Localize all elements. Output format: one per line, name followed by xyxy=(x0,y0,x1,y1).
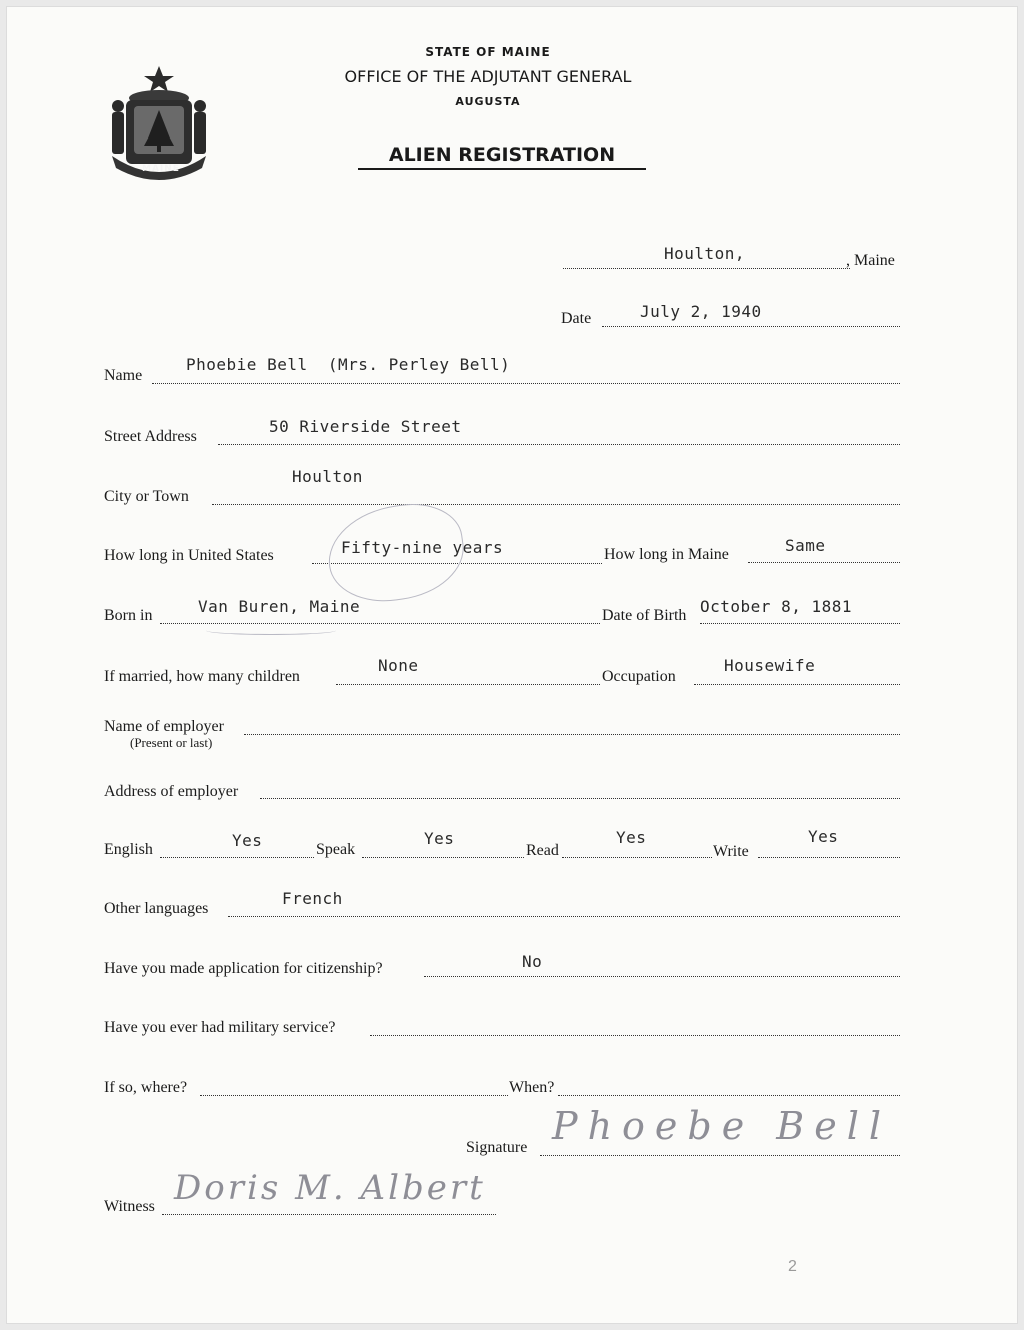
write-value: Yes xyxy=(808,827,839,846)
pencil-underline-mark xyxy=(206,626,336,635)
occupation-label: Occupation xyxy=(602,668,676,685)
street-line xyxy=(218,444,900,445)
military-line xyxy=(370,1035,900,1036)
occupation-line xyxy=(694,684,900,685)
street-value: 50 Riverside Street xyxy=(269,417,462,436)
how-long-maine-label: How long in Maine xyxy=(604,546,729,563)
name-value: Phoebie Bell (Mrs. Perley Bell) xyxy=(186,355,511,374)
date-line xyxy=(602,326,900,327)
signature-label: Signature xyxy=(466,1139,528,1156)
other-languages-line xyxy=(228,916,900,917)
maine-label: , Maine xyxy=(846,252,895,269)
when-label: When? xyxy=(509,1079,555,1096)
occupation-value: Housewife xyxy=(724,656,816,675)
place-line xyxy=(563,268,850,269)
date-label: Date xyxy=(561,310,592,327)
read-value: Yes xyxy=(616,828,647,847)
header-city: AUGUSTA xyxy=(455,95,521,108)
witness-value: Doris M. Albert xyxy=(174,1168,486,1208)
speak-label: Speak xyxy=(316,841,356,858)
street-label: Street Address xyxy=(104,428,197,445)
when-line xyxy=(558,1095,900,1096)
born-in-value: Van Buren, Maine xyxy=(198,597,361,616)
read-label: Read xyxy=(526,842,559,859)
employer-name-line xyxy=(244,734,900,735)
registration-form xyxy=(6,6,1018,1324)
pencil-circle-mark xyxy=(322,497,470,609)
read-line xyxy=(562,857,712,858)
english-line xyxy=(160,857,314,858)
date-of-birth-label: Date of Birth xyxy=(602,607,687,624)
city-line xyxy=(212,504,900,505)
english-label: English xyxy=(104,841,153,858)
citizenship-line xyxy=(424,976,900,977)
born-in-line xyxy=(160,623,600,624)
military-label: Have you ever had military service? xyxy=(104,1019,336,1036)
seal-banner: MAINE xyxy=(142,164,180,174)
place-value: Houlton, xyxy=(664,244,746,263)
name-line xyxy=(152,383,900,384)
how-long-maine-line xyxy=(748,562,900,563)
employer-name-label: Name of employer xyxy=(104,718,224,735)
other-languages-value: French xyxy=(282,889,343,908)
employer-name-sublabel: (Present or last) xyxy=(130,735,213,750)
english-value: Yes xyxy=(232,831,263,850)
citizenship-label: Have you made application for citizenship? xyxy=(104,960,383,977)
speak-value: Yes xyxy=(424,829,455,848)
stamp-number: 2 xyxy=(788,1258,797,1275)
witness-line xyxy=(162,1214,496,1215)
date-of-birth-line xyxy=(700,623,900,624)
speak-line xyxy=(362,857,524,858)
write-line xyxy=(758,857,900,858)
write-label: Write xyxy=(713,843,749,860)
how-long-us-value: Fifty-nine years xyxy=(341,538,504,557)
header-state: STATE OF MAINE xyxy=(425,45,551,59)
where-line xyxy=(200,1095,508,1096)
other-languages-label: Other languages xyxy=(104,900,209,917)
date-value: July 2, 1940 xyxy=(640,302,762,321)
name-label: Name xyxy=(104,367,143,384)
how-long-maine-value: Same xyxy=(785,536,826,555)
employer-address-label: Address of employer xyxy=(104,783,239,800)
header-office: OFFICE OF THE ADJUTANT GENERAL xyxy=(344,67,632,86)
signature-value: Phoebe Bell xyxy=(552,1104,892,1148)
page-title: ALIEN REGISTRATION xyxy=(358,144,646,170)
where-label: If so, where? xyxy=(104,1079,188,1096)
children-value: None xyxy=(378,656,419,675)
children-line xyxy=(336,684,600,685)
state-seal-icon xyxy=(104,60,214,188)
citizenship-value: No xyxy=(522,952,543,971)
employer-address-line xyxy=(260,798,900,799)
city-value: Houlton xyxy=(292,467,363,486)
children-label: If married, how many children xyxy=(104,668,300,685)
witness-label: Witness xyxy=(104,1198,155,1215)
signature-line xyxy=(540,1155,900,1156)
city-label: City or Town xyxy=(104,488,189,505)
born-in-label: Born in xyxy=(104,607,153,624)
date-of-birth-value: October 8, 1881 xyxy=(700,597,852,616)
how-long-us-label: How long in United States xyxy=(104,547,274,564)
